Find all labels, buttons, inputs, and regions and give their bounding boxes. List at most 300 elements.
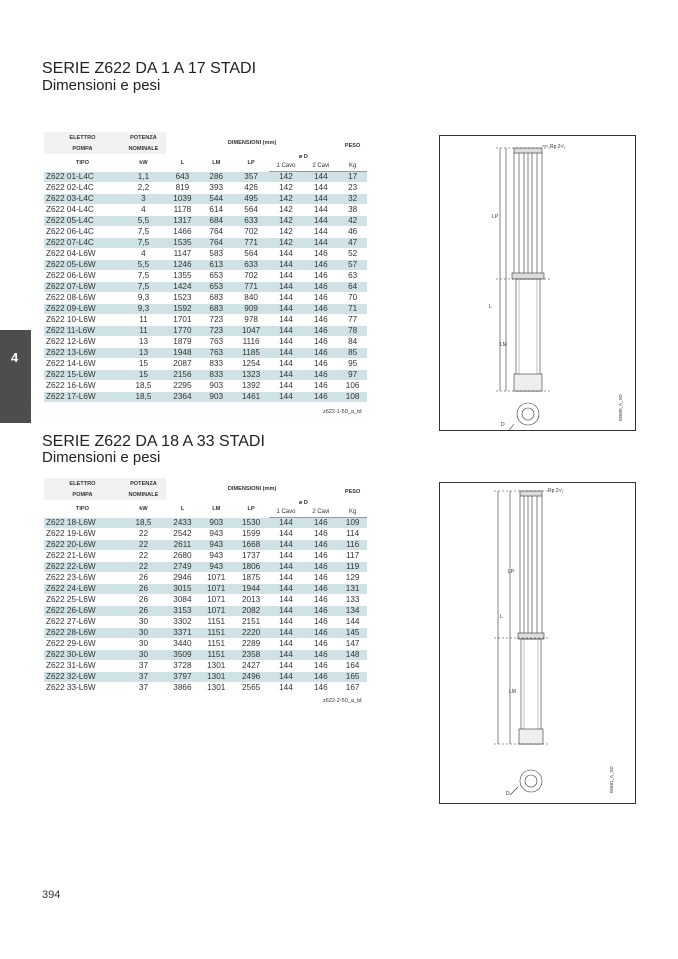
- value-cell: 2749: [166, 562, 199, 573]
- pump-type-cell: Z622 04-L4C: [44, 205, 121, 216]
- value-cell: 943: [199, 562, 234, 573]
- table-row: [44, 584, 367, 595]
- table-row: [44, 238, 367, 249]
- value-cell: 164: [338, 661, 367, 672]
- value-cell: 144: [269, 639, 304, 650]
- value-cell: 30: [121, 617, 166, 628]
- value-cell: 63: [338, 271, 367, 282]
- value-cell: 167: [338, 683, 367, 694]
- pump-type-cell: Z622 02-L4C: [44, 183, 121, 194]
- value-cell: 544: [199, 194, 234, 205]
- pump-type-cell: Z622 31-L6W: [44, 661, 121, 672]
- value-cell: 146: [303, 370, 338, 381]
- dimensions-table-1: [44, 132, 367, 403]
- value-cell: 142: [269, 227, 304, 238]
- pump-type-cell: Z622 05-L6W: [44, 260, 121, 271]
- value-cell: 144: [269, 282, 304, 293]
- table-row: [44, 315, 367, 326]
- value-cell: 144: [269, 260, 304, 271]
- value-cell: 131: [338, 584, 367, 595]
- value-cell: 134: [338, 606, 367, 617]
- pump-type-cell: Z622 07-L4C: [44, 238, 121, 249]
- value-cell: 286: [199, 172, 234, 183]
- value-cell: 70: [338, 293, 367, 304]
- value-cell: 32: [338, 194, 367, 205]
- value-cell: 144: [269, 370, 304, 381]
- value-cell: 9,3: [121, 304, 166, 315]
- value-cell: 2358: [234, 650, 269, 661]
- value-cell: 564: [234, 249, 269, 260]
- value-cell: 1355: [166, 271, 199, 282]
- table-row: [44, 540, 367, 551]
- col-header-kw: kW: [139, 159, 148, 166]
- value-cell: 833: [199, 370, 234, 381]
- table-row: [44, 348, 367, 359]
- table-row: [44, 183, 367, 194]
- value-cell: 943: [199, 529, 234, 540]
- col-header-kg: Kg: [338, 160, 367, 172]
- table-row: [44, 529, 367, 540]
- value-cell: 1254: [234, 359, 269, 370]
- value-cell: 22: [121, 529, 166, 540]
- value-cell: 146: [303, 348, 338, 359]
- value-cell: 1737: [234, 551, 269, 562]
- value-cell: 146: [303, 326, 338, 337]
- value-cell: 144: [269, 293, 304, 304]
- section1-title: SERIE Z622 DA 1 A 17 STADI: [42, 60, 257, 77]
- col-header-lm: LM: [212, 159, 221, 166]
- value-cell: 1301: [199, 683, 234, 694]
- value-cell: 771: [234, 282, 269, 293]
- value-cell: 15: [121, 359, 166, 370]
- pump-type-cell: Z622 32-L6W: [44, 672, 121, 683]
- value-cell: 1071: [199, 573, 234, 584]
- col-header-d: ø D: [298, 154, 308, 160]
- value-cell: 30: [121, 628, 166, 639]
- value-cell: 146: [303, 661, 338, 672]
- value-cell: 1178: [166, 205, 199, 216]
- value-cell: 46: [338, 227, 367, 238]
- pump-type-cell: Z622 08-L6W: [44, 293, 121, 304]
- value-cell: 144: [269, 381, 304, 392]
- value-cell: 1875: [234, 573, 269, 584]
- value-cell: 903: [199, 381, 234, 392]
- value-cell: 4: [121, 249, 166, 260]
- drawing2-d-label: D: [506, 791, 510, 797]
- value-cell: 683: [199, 304, 234, 315]
- pump-type-cell: Z622 15-L6W: [44, 370, 121, 381]
- value-cell: 7,5: [121, 238, 166, 249]
- value-cell: 1116: [234, 337, 269, 348]
- value-cell: 1530: [234, 518, 269, 529]
- value-cell: 357: [234, 172, 269, 183]
- value-cell: 1039: [166, 194, 199, 205]
- value-cell: 23: [338, 183, 367, 194]
- table-row: [44, 282, 367, 293]
- value-cell: 764: [199, 227, 234, 238]
- table-row: [44, 650, 367, 661]
- value-cell: 1701: [166, 315, 199, 326]
- value-cell: 30: [121, 650, 166, 661]
- table-row: [44, 672, 367, 683]
- value-cell: 1151: [199, 617, 234, 628]
- value-cell: 142: [269, 172, 304, 183]
- value-cell: 1592: [166, 304, 199, 315]
- drawing2-l-label: L: [500, 614, 503, 620]
- table-row: [44, 551, 367, 562]
- value-cell: 146: [303, 540, 338, 551]
- value-cell: 2289: [234, 639, 269, 650]
- col-header-1cavo: 1 Cavo: [269, 160, 304, 172]
- col-header-pompa: POMPA: [44, 143, 121, 154]
- drawing1-l-label: L: [489, 304, 492, 310]
- value-cell: 1151: [199, 639, 234, 650]
- dimensions-table-2: [44, 478, 367, 694]
- value-cell: 564: [234, 205, 269, 216]
- value-cell: 17: [338, 172, 367, 183]
- drawing1-lp-label: LP: [492, 214, 499, 220]
- col-header-peso-2: PESO: [344, 489, 361, 495]
- col-header-nominale: NOMINALE: [121, 143, 166, 154]
- value-cell: 1392: [234, 381, 269, 392]
- value-cell: 5,5: [121, 260, 166, 271]
- chapter-tab: [0, 330, 31, 423]
- value-cell: 146: [303, 617, 338, 628]
- value-cell: 57: [338, 260, 367, 271]
- value-cell: 97: [338, 370, 367, 381]
- value-cell: 7,5: [121, 227, 166, 238]
- drawing2-lm-label: LM: [509, 689, 516, 695]
- value-cell: 146: [303, 249, 338, 260]
- value-cell: 144: [269, 529, 304, 540]
- pump-type-cell: Z622 13-L6W: [44, 348, 121, 359]
- col-header-2cavi: 2 Cavi: [303, 160, 338, 172]
- value-cell: 763: [199, 348, 234, 359]
- value-cell: 5,5: [121, 216, 166, 227]
- value-cell: 1071: [199, 595, 234, 606]
- value-cell: 22: [121, 540, 166, 551]
- value-cell: 142: [269, 216, 304, 227]
- value-cell: 1047: [234, 326, 269, 337]
- value-cell: 393: [199, 183, 234, 194]
- value-cell: 146: [303, 381, 338, 392]
- value-cell: 144: [269, 337, 304, 348]
- col-header-kw-2: kW: [139, 505, 148, 512]
- value-cell: 11: [121, 326, 166, 337]
- value-cell: 38: [338, 205, 367, 216]
- table-row: [44, 370, 367, 381]
- value-cell: 106: [338, 381, 367, 392]
- value-cell: 633: [234, 260, 269, 271]
- value-cell: 2156: [166, 370, 199, 381]
- table-row: [44, 518, 367, 529]
- section2-subtitle: Dimensioni e pesi: [42, 449, 161, 466]
- table-row: [44, 194, 367, 205]
- value-cell: 84: [338, 337, 367, 348]
- value-cell: 26: [121, 584, 166, 595]
- pump-drawing-1: [439, 135, 636, 431]
- drawing1-d-label: D: [501, 422, 505, 428]
- value-cell: 144: [269, 683, 304, 694]
- col-header-l-2: L: [180, 505, 185, 512]
- value-cell: 3509: [166, 650, 199, 661]
- pump-type-cell: Z622 05-L4C: [44, 216, 121, 227]
- value-cell: 943: [199, 540, 234, 551]
- col-header-kg-2: Kg: [338, 506, 367, 518]
- value-cell: 1424: [166, 282, 199, 293]
- value-cell: 26: [121, 595, 166, 606]
- value-cell: 702: [234, 227, 269, 238]
- table-row: [44, 216, 367, 227]
- table-row: [44, 595, 367, 606]
- value-cell: 653: [199, 282, 234, 293]
- value-cell: 26: [121, 606, 166, 617]
- col-header-pompa-2: POMPA: [44, 489, 121, 500]
- value-cell: 144: [269, 540, 304, 551]
- value-cell: 819: [166, 183, 199, 194]
- drawing2-rp-label: Rp 2¹/₂: [548, 488, 564, 494]
- value-cell: 144: [269, 661, 304, 672]
- value-cell: 146: [303, 606, 338, 617]
- value-cell: 7,5: [121, 271, 166, 282]
- value-cell: 723: [199, 326, 234, 337]
- drawing2-code: 05681_A_SD: [609, 766, 614, 793]
- value-cell: 583: [199, 249, 234, 260]
- value-cell: 22: [121, 562, 166, 573]
- col-header-tipo: TIPO: [75, 159, 89, 166]
- value-cell: 117: [338, 551, 367, 562]
- pump-type-cell: Z622 14-L6W: [44, 359, 121, 370]
- value-cell: 1185: [234, 348, 269, 359]
- table-row: [44, 639, 367, 650]
- value-cell: 633: [234, 216, 269, 227]
- value-cell: 146: [303, 260, 338, 271]
- col-header-dimensioni-2: DIMENSIONI (mm): [227, 486, 277, 492]
- value-cell: 114: [338, 529, 367, 540]
- chapter-tab-number: 4: [11, 350, 19, 365]
- value-cell: 2433: [166, 518, 199, 529]
- value-cell: 119: [338, 562, 367, 573]
- table2-note: z622-2-50_a_td: [323, 698, 362, 704]
- value-cell: 144: [269, 551, 304, 562]
- col-header-potenza-2: POTENZA: [121, 478, 166, 489]
- col-header-dimensioni: DIMENSIONI (mm): [227, 140, 277, 146]
- value-cell: 1323: [234, 370, 269, 381]
- value-cell: 2220: [234, 628, 269, 639]
- value-cell: 146: [303, 628, 338, 639]
- value-cell: 978: [234, 315, 269, 326]
- value-cell: 909: [234, 304, 269, 315]
- col-header-lp-2: LP: [247, 505, 255, 512]
- value-cell: 2082: [234, 606, 269, 617]
- value-cell: 144: [269, 304, 304, 315]
- pump-type-cell: Z622 24-L6W: [44, 584, 121, 595]
- value-cell: 144: [269, 359, 304, 370]
- value-cell: 142: [269, 238, 304, 249]
- value-cell: 146: [303, 650, 338, 661]
- value-cell: 37: [121, 683, 166, 694]
- value-cell: 144: [303, 238, 338, 249]
- table-row: [44, 683, 367, 694]
- value-cell: 683: [199, 293, 234, 304]
- value-cell: 643: [166, 172, 199, 183]
- value-cell: 1599: [234, 529, 269, 540]
- value-cell: 764: [199, 238, 234, 249]
- value-cell: 77: [338, 315, 367, 326]
- value-cell: 142: [269, 194, 304, 205]
- value-cell: 144: [338, 617, 367, 628]
- drawing1-code: 05680_A_SD: [618, 394, 623, 421]
- col-header-elettro-2: ELETTRO: [44, 478, 121, 489]
- table-row: [44, 628, 367, 639]
- value-cell: 1151: [199, 650, 234, 661]
- table-row: [44, 359, 367, 370]
- value-cell: 37: [121, 661, 166, 672]
- value-cell: 52: [338, 249, 367, 260]
- value-cell: 144: [303, 205, 338, 216]
- value-cell: 1151: [199, 628, 234, 639]
- value-cell: 165: [338, 672, 367, 683]
- value-cell: 13: [121, 337, 166, 348]
- value-cell: 144: [303, 183, 338, 194]
- pump-type-cell: Z622 30-L6W: [44, 650, 121, 661]
- value-cell: 144: [269, 562, 304, 573]
- table-row: [44, 271, 367, 282]
- value-cell: 148: [338, 650, 367, 661]
- value-cell: 146: [303, 271, 338, 282]
- value-cell: 144: [269, 518, 304, 529]
- value-cell: 3440: [166, 639, 199, 650]
- value-cell: 146: [303, 293, 338, 304]
- value-cell: 144: [303, 227, 338, 238]
- value-cell: 26: [121, 573, 166, 584]
- value-cell: 2151: [234, 617, 269, 628]
- value-cell: 723: [199, 315, 234, 326]
- value-cell: 2946: [166, 573, 199, 584]
- value-cell: 1879: [166, 337, 199, 348]
- table-row: [44, 606, 367, 617]
- col-header-elettro: ELETTRO: [44, 132, 121, 143]
- value-cell: 42: [338, 216, 367, 227]
- value-cell: 1668: [234, 540, 269, 551]
- section2-title: SERIE Z622 DA 18 A 33 STADI: [42, 433, 265, 450]
- value-cell: 146: [303, 282, 338, 293]
- value-cell: 146: [303, 639, 338, 650]
- value-cell: 108: [338, 392, 367, 403]
- value-cell: 144: [269, 628, 304, 639]
- value-cell: 146: [303, 562, 338, 573]
- pump-type-cell: Z622 10-L6W: [44, 315, 121, 326]
- pump-type-cell: Z622 29-L6W: [44, 639, 121, 650]
- value-cell: 3015: [166, 584, 199, 595]
- table-row: [44, 661, 367, 672]
- pump-type-cell: Z622 22-L6W: [44, 562, 121, 573]
- pump-type-cell: Z622 23-L6W: [44, 573, 121, 584]
- value-cell: 9,3: [121, 293, 166, 304]
- value-cell: 1317: [166, 216, 199, 227]
- value-cell: 2364: [166, 392, 199, 403]
- value-cell: 1,1: [121, 172, 166, 183]
- value-cell: 144: [269, 672, 304, 683]
- value-cell: 1071: [199, 606, 234, 617]
- value-cell: 2295: [166, 381, 199, 392]
- value-cell: 13: [121, 348, 166, 359]
- value-cell: 2565: [234, 683, 269, 694]
- value-cell: 2427: [234, 661, 269, 672]
- value-cell: 18,5: [121, 518, 166, 529]
- table-row: [44, 337, 367, 348]
- value-cell: 145: [338, 628, 367, 639]
- pump-type-cell: Z622 28-L6W: [44, 628, 121, 639]
- value-cell: 30: [121, 639, 166, 650]
- value-cell: 146: [303, 337, 338, 348]
- table-row: [44, 227, 367, 238]
- value-cell: 1806: [234, 562, 269, 573]
- value-cell: 684: [199, 216, 234, 227]
- value-cell: 903: [199, 392, 234, 403]
- pump-type-cell: Z622 20-L6W: [44, 540, 121, 551]
- value-cell: 18,5: [121, 381, 166, 392]
- pump-type-cell: Z622 17-L6W: [44, 392, 121, 403]
- value-cell: 147: [338, 639, 367, 650]
- col-header-lm-2: LM: [212, 505, 221, 512]
- value-cell: 144: [303, 194, 338, 205]
- value-cell: 3371: [166, 628, 199, 639]
- value-cell: 146: [303, 392, 338, 403]
- pump-type-cell: Z622 06-L6W: [44, 271, 121, 282]
- pump-type-cell: Z622 12-L6W: [44, 337, 121, 348]
- pump-type-cell: Z622 27-L6W: [44, 617, 121, 628]
- pump-type-cell: Z622 07-L6W: [44, 282, 121, 293]
- value-cell: 3: [121, 194, 166, 205]
- value-cell: 1770: [166, 326, 199, 337]
- pump-type-cell: Z622 01-L4C: [44, 172, 121, 183]
- value-cell: 426: [234, 183, 269, 194]
- value-cell: 133: [338, 595, 367, 606]
- value-cell: 116: [338, 540, 367, 551]
- value-cell: 653: [199, 271, 234, 282]
- value-cell: 146: [303, 584, 338, 595]
- value-cell: 3084: [166, 595, 199, 606]
- table-row: [44, 293, 367, 304]
- value-cell: 3153: [166, 606, 199, 617]
- drawing1-lm-label: LM: [500, 342, 507, 348]
- value-cell: 142: [269, 205, 304, 216]
- value-cell: 144: [269, 392, 304, 403]
- value-cell: 2013: [234, 595, 269, 606]
- value-cell: 47: [338, 238, 367, 249]
- pump-type-cell: Z622 26-L6W: [44, 606, 121, 617]
- pump-type-cell: Z622 04-L6W: [44, 249, 121, 260]
- table-row: [44, 562, 367, 573]
- value-cell: 144: [269, 650, 304, 661]
- drawing1-rp-label: Rp 2¹/₂: [550, 144, 566, 150]
- value-cell: 144: [269, 584, 304, 595]
- page-number: 394: [42, 889, 61, 901]
- pump-type-cell: Z622 06-L4C: [44, 227, 121, 238]
- value-cell: 64: [338, 282, 367, 293]
- value-cell: 109: [338, 518, 367, 529]
- value-cell: 2496: [234, 672, 269, 683]
- value-cell: 3866: [166, 683, 199, 694]
- value-cell: 614: [199, 205, 234, 216]
- value-cell: 146: [303, 683, 338, 694]
- section1-subtitle: Dimensioni e pesi: [42, 77, 161, 94]
- pump-drawing-2-svg: [440, 483, 635, 803]
- table-row: [44, 573, 367, 584]
- value-cell: 1301: [199, 661, 234, 672]
- value-cell: 4: [121, 205, 166, 216]
